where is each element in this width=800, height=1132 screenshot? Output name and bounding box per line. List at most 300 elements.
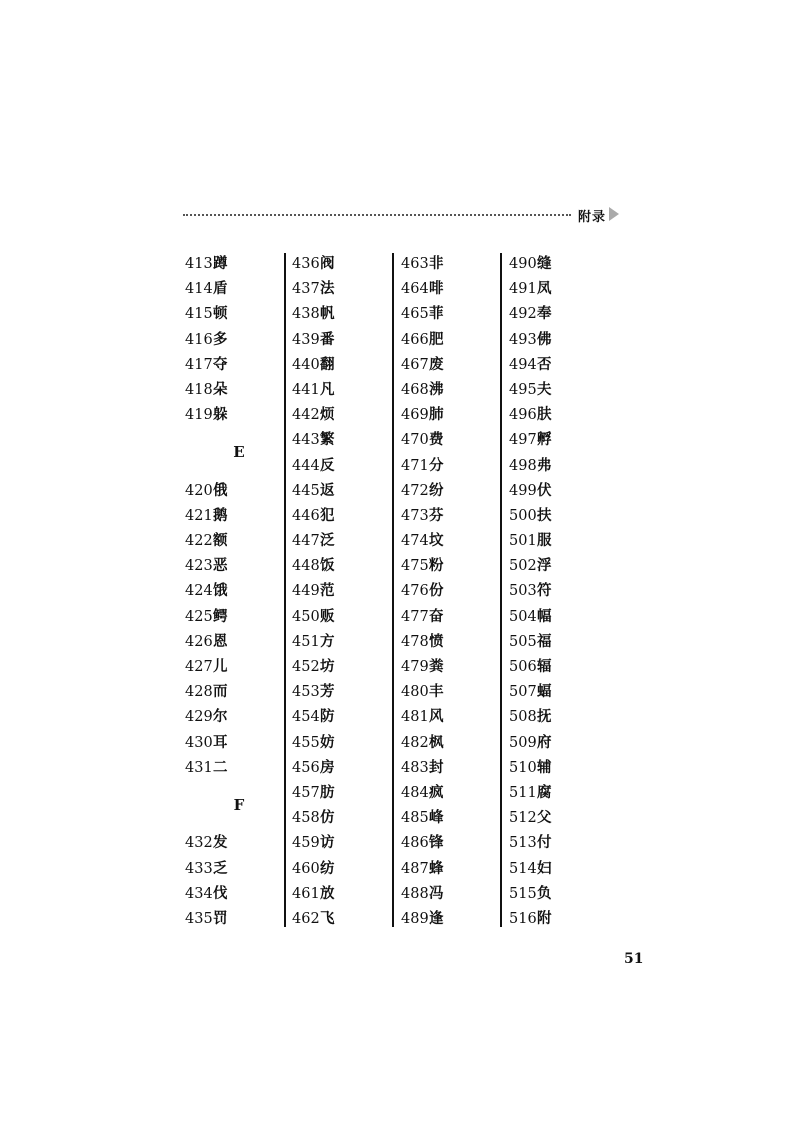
entry-character: 房 bbox=[320, 758, 335, 776]
index-entry bbox=[509, 553, 609, 578]
index-entry bbox=[185, 377, 285, 402]
entry-number: 510 bbox=[509, 759, 537, 776]
index-entry bbox=[401, 427, 501, 452]
entry-number: 442 bbox=[292, 407, 320, 424]
index-entry bbox=[292, 427, 392, 452]
index-entry bbox=[509, 780, 609, 805]
entry-character: 犯 bbox=[320, 506, 335, 524]
index-entry bbox=[401, 402, 501, 427]
entry-character: 凡 bbox=[320, 380, 335, 398]
entry-character: 幅 bbox=[537, 607, 552, 625]
entry-number: 449 bbox=[292, 583, 320, 600]
entry-character: 弗 bbox=[537, 456, 552, 474]
entry-number: 488 bbox=[401, 885, 429, 902]
entry-character: 放 bbox=[320, 884, 335, 902]
entry-character: 蝠 bbox=[537, 683, 552, 701]
entry-number: 416 bbox=[185, 331, 213, 348]
entry-number: 509 bbox=[509, 734, 537, 751]
entry-character: 飞 bbox=[320, 909, 335, 927]
index-entry bbox=[509, 856, 609, 881]
entry-character: 符 bbox=[537, 582, 552, 600]
entry-number: 472 bbox=[401, 482, 429, 499]
entry-number: 448 bbox=[292, 558, 320, 575]
entry-number: 496 bbox=[509, 407, 537, 424]
entry-character: 儿 bbox=[213, 658, 228, 676]
entry-number: 444 bbox=[292, 457, 320, 474]
index-entry bbox=[292, 528, 392, 553]
entry-number: 452 bbox=[292, 659, 320, 675]
entry-number: 435 bbox=[185, 910, 213, 927]
entry-number: 507 bbox=[509, 684, 537, 701]
entry-character: 费 bbox=[429, 431, 444, 449]
index-entry bbox=[185, 352, 285, 377]
index-column-4 bbox=[509, 251, 609, 931]
entry-character: 罚 bbox=[213, 909, 228, 927]
entry-number: 428 bbox=[185, 684, 213, 701]
index-entry bbox=[401, 503, 501, 528]
entry-number: 469 bbox=[401, 407, 429, 424]
entry-number: 503 bbox=[509, 583, 537, 600]
index-column-2 bbox=[292, 251, 392, 931]
index-entry bbox=[401, 377, 501, 402]
index-column-3 bbox=[401, 251, 501, 931]
index-entry bbox=[292, 352, 392, 377]
index-entry bbox=[509, 629, 609, 654]
index-entry bbox=[185, 276, 285, 301]
index-entry bbox=[292, 578, 392, 603]
entry-number: 465 bbox=[401, 306, 429, 323]
entry-number: 499 bbox=[509, 482, 537, 499]
entry-number: 467 bbox=[401, 356, 429, 373]
entry-number: 513 bbox=[509, 835, 537, 852]
entry-character: 恩 bbox=[213, 632, 228, 650]
index-entry bbox=[292, 251, 392, 276]
entry-number: 445 bbox=[292, 482, 320, 499]
index-entry bbox=[292, 856, 392, 881]
index-entry bbox=[401, 276, 501, 301]
entry-number: 415 bbox=[185, 306, 213, 323]
entry-number: 421 bbox=[185, 507, 213, 524]
index-entry bbox=[185, 402, 285, 427]
entry-character: 丰 bbox=[429, 683, 444, 701]
index-entry bbox=[185, 528, 285, 553]
entry-character: 扶 bbox=[537, 506, 552, 524]
entry-character: 方 bbox=[320, 632, 335, 650]
index-entry bbox=[509, 427, 609, 452]
header-label: 附录 bbox=[578, 210, 607, 225]
entry-character: 份 bbox=[429, 582, 444, 600]
entry-character: 封 bbox=[429, 758, 444, 776]
entry-character: 粪 bbox=[429, 658, 444, 675]
index-entry bbox=[401, 830, 501, 855]
entry-character: 凤 bbox=[537, 280, 552, 298]
index-entry bbox=[185, 629, 285, 654]
index-entry bbox=[292, 377, 392, 402]
entry-number: 505 bbox=[509, 633, 537, 650]
entry-character: 鹅 bbox=[213, 506, 228, 524]
entry-character: 蹲 bbox=[213, 255, 228, 272]
entry-character: 奋 bbox=[429, 607, 444, 625]
entry-character: 奉 bbox=[537, 305, 552, 323]
index-entry bbox=[401, 578, 501, 603]
entry-character: 坊 bbox=[320, 658, 335, 675]
entry-number: 425 bbox=[185, 608, 213, 625]
index-entry bbox=[509, 478, 609, 503]
index-entry bbox=[509, 704, 609, 729]
entry-number: 460 bbox=[292, 860, 320, 877]
index-entry bbox=[509, 377, 609, 402]
index-entry bbox=[292, 327, 392, 352]
entry-number: 441 bbox=[292, 381, 320, 398]
index-entry bbox=[509, 730, 609, 755]
entry-number: 493 bbox=[509, 331, 537, 348]
entry-character: 佛 bbox=[537, 330, 552, 348]
entry-number: 498 bbox=[509, 457, 537, 474]
index-entry bbox=[401, 251, 501, 276]
index-entry bbox=[292, 906, 392, 931]
entry-character: 腐 bbox=[537, 783, 552, 801]
index-entry bbox=[185, 301, 285, 326]
entry-character: 肺 bbox=[429, 406, 444, 424]
index-entry bbox=[401, 881, 501, 906]
entry-character: 躲 bbox=[213, 406, 228, 424]
entry-number: 478 bbox=[401, 633, 429, 650]
entry-character: 逢 bbox=[429, 909, 444, 927]
entry-number: 430 bbox=[185, 734, 213, 751]
entry-character: 沸 bbox=[429, 380, 444, 398]
entry-number: 437 bbox=[292, 281, 320, 298]
entry-number: 458 bbox=[292, 810, 320, 827]
entry-number: 424 bbox=[185, 583, 213, 600]
index-entry bbox=[509, 906, 609, 931]
entry-character: 蜂 bbox=[429, 859, 444, 877]
index-entry bbox=[185, 251, 285, 276]
index-entry bbox=[401, 604, 501, 629]
entry-number: 451 bbox=[292, 633, 320, 650]
entry-number: 497 bbox=[509, 432, 537, 449]
entry-character: 辐 bbox=[537, 658, 552, 675]
entry-character: 多 bbox=[213, 330, 228, 348]
index-entry bbox=[509, 881, 609, 906]
index-entry bbox=[401, 805, 501, 830]
entry-character: 额 bbox=[213, 532, 228, 550]
entry-number: 506 bbox=[509, 659, 537, 675]
entry-number: 454 bbox=[292, 709, 320, 726]
entry-number: 473 bbox=[401, 507, 429, 524]
entry-number: 487 bbox=[401, 860, 429, 877]
index-entry bbox=[509, 830, 609, 855]
entry-number: 447 bbox=[292, 533, 320, 550]
entry-number: 440 bbox=[292, 356, 320, 373]
entry-character: 饿 bbox=[213, 582, 228, 600]
index-entry bbox=[292, 301, 392, 326]
entry-character: 夺 bbox=[213, 355, 228, 373]
index-entry bbox=[292, 654, 392, 679]
entry-number: 516 bbox=[509, 910, 537, 927]
entry-character: 翻 bbox=[320, 355, 335, 373]
entry-character: 范 bbox=[320, 582, 335, 600]
index-entry bbox=[509, 276, 609, 301]
index-entry bbox=[401, 780, 501, 805]
entry-character: 妇 bbox=[537, 859, 552, 877]
entry-character: 纺 bbox=[320, 859, 335, 877]
entry-character: 孵 bbox=[537, 431, 552, 449]
index-entry bbox=[292, 830, 392, 855]
entry-number: 515 bbox=[509, 885, 537, 902]
entry-number: 495 bbox=[509, 381, 537, 398]
index-entry bbox=[509, 604, 609, 629]
index-entry bbox=[401, 453, 501, 478]
index-entry bbox=[401, 704, 501, 729]
entry-character: 仿 bbox=[320, 809, 335, 827]
entry-number: 483 bbox=[401, 759, 429, 776]
entry-number: 476 bbox=[401, 583, 429, 600]
index-entry bbox=[185, 503, 285, 528]
entry-character: 盾 bbox=[213, 280, 228, 298]
entry-character: 贩 bbox=[320, 607, 335, 625]
entry-character: 夫 bbox=[537, 380, 552, 398]
entry-character: 非 bbox=[429, 255, 444, 272]
entry-character: 风 bbox=[429, 708, 444, 726]
entry-character: 芳 bbox=[320, 683, 335, 701]
entry-number: 480 bbox=[401, 684, 429, 701]
entry-character: 帆 bbox=[320, 305, 335, 323]
index-entry bbox=[509, 805, 609, 830]
index-entry bbox=[401, 755, 501, 780]
index-entry bbox=[401, 327, 501, 352]
index-entry bbox=[185, 654, 285, 679]
header-arrow-icon bbox=[609, 207, 619, 221]
entry-character: 服 bbox=[537, 532, 552, 550]
entry-character: 繁 bbox=[320, 431, 335, 449]
entry-character: 肥 bbox=[429, 330, 444, 348]
entry-number: 470 bbox=[401, 432, 429, 449]
entry-number: 481 bbox=[401, 709, 429, 726]
section-letter: E bbox=[233, 443, 245, 462]
index-entry bbox=[401, 906, 501, 931]
entry-character: 耳 bbox=[213, 733, 228, 751]
index-entry bbox=[401, 352, 501, 377]
entry-character: 粉 bbox=[429, 557, 444, 575]
entry-number: 423 bbox=[185, 558, 213, 575]
index-entry bbox=[185, 553, 285, 578]
index-entry bbox=[509, 402, 609, 427]
entry-number: 468 bbox=[401, 381, 429, 398]
section-letter: F bbox=[233, 795, 245, 814]
entry-character: 冯 bbox=[429, 884, 444, 902]
column-divider bbox=[500, 253, 502, 927]
entry-character: 妨 bbox=[320, 733, 335, 751]
index-entry bbox=[292, 704, 392, 729]
index-entry bbox=[185, 730, 285, 755]
index-entry bbox=[401, 856, 501, 881]
entry-number: 429 bbox=[185, 709, 213, 726]
entry-number: 490 bbox=[509, 256, 537, 272]
entry-number: 484 bbox=[401, 784, 429, 801]
entry-character: 缝 bbox=[537, 255, 552, 272]
index-column-1 bbox=[185, 251, 285, 931]
entry-character: 辅 bbox=[537, 758, 552, 776]
entry-character: 福 bbox=[537, 632, 552, 650]
entry-character: 肤 bbox=[537, 406, 552, 424]
index-entry bbox=[509, 327, 609, 352]
entry-number: 426 bbox=[185, 633, 213, 650]
entry-character: 废 bbox=[429, 355, 444, 373]
entry-number: 434 bbox=[185, 885, 213, 902]
entry-character: 愤 bbox=[429, 632, 444, 650]
entry-number: 456 bbox=[292, 759, 320, 776]
entry-character: 返 bbox=[320, 481, 335, 499]
index-entry bbox=[509, 503, 609, 528]
index-entry bbox=[292, 881, 392, 906]
index-entry bbox=[401, 301, 501, 326]
index-entry bbox=[292, 453, 392, 478]
entry-character: 菲 bbox=[429, 305, 444, 323]
entry-number: 413 bbox=[185, 256, 213, 272]
index-entry bbox=[185, 679, 285, 704]
page-number: 51 bbox=[624, 951, 644, 967]
entry-number: 511 bbox=[509, 784, 537, 801]
entry-character: 抚 bbox=[537, 708, 552, 726]
entry-number: 446 bbox=[292, 507, 320, 524]
entry-number: 512 bbox=[509, 810, 537, 827]
entry-number: 477 bbox=[401, 608, 429, 625]
index-entry bbox=[292, 780, 392, 805]
entry-character: 恶 bbox=[213, 557, 228, 575]
header-dotted-rule bbox=[183, 214, 571, 216]
entry-number: 432 bbox=[185, 835, 213, 852]
entry-number: 500 bbox=[509, 507, 537, 524]
index-entry bbox=[185, 578, 285, 603]
index-entry bbox=[509, 755, 609, 780]
index-entry bbox=[185, 327, 285, 352]
entry-character: 坟 bbox=[429, 532, 444, 550]
entry-number: 419 bbox=[185, 407, 213, 424]
entry-number: 501 bbox=[509, 533, 537, 550]
entry-character: 反 bbox=[320, 456, 335, 474]
entry-number: 439 bbox=[292, 331, 320, 348]
entry-character: 肪 bbox=[320, 783, 335, 801]
index-entry bbox=[185, 856, 285, 881]
index-entry bbox=[509, 528, 609, 553]
entry-character: 浮 bbox=[537, 557, 552, 575]
entry-character: 访 bbox=[320, 834, 335, 852]
index-entry bbox=[292, 679, 392, 704]
entry-character: 付 bbox=[537, 834, 552, 852]
column-divider bbox=[284, 253, 286, 927]
entry-number: 436 bbox=[292, 256, 320, 272]
entry-number: 494 bbox=[509, 356, 537, 373]
entry-number: 455 bbox=[292, 734, 320, 751]
entry-character: 鳄 bbox=[213, 607, 228, 625]
entry-character: 饭 bbox=[320, 557, 335, 575]
entry-character: 防 bbox=[320, 708, 335, 726]
index-entry bbox=[401, 730, 501, 755]
entry-character: 否 bbox=[537, 355, 552, 373]
entry-number: 459 bbox=[292, 835, 320, 852]
index-entry bbox=[185, 881, 285, 906]
entry-number: 443 bbox=[292, 432, 320, 449]
entry-character: 阀 bbox=[320, 255, 335, 272]
index-entry bbox=[292, 755, 392, 780]
entry-character: 府 bbox=[537, 733, 552, 751]
entry-number: 431 bbox=[185, 759, 213, 776]
index-entry bbox=[509, 301, 609, 326]
entry-character: 峰 bbox=[429, 809, 444, 827]
entry-character: 附 bbox=[537, 909, 552, 927]
entry-character: 分 bbox=[429, 456, 444, 474]
index-entry bbox=[185, 604, 285, 629]
index-entry bbox=[292, 276, 392, 301]
index-entry bbox=[509, 352, 609, 377]
entry-number: 502 bbox=[509, 558, 537, 575]
entry-character: 朵 bbox=[213, 380, 228, 398]
entry-number: 486 bbox=[401, 835, 429, 852]
index-entry bbox=[185, 830, 285, 855]
index-entry bbox=[185, 755, 285, 780]
entry-number: 422 bbox=[185, 533, 213, 550]
entry-number: 417 bbox=[185, 356, 213, 373]
index-entry bbox=[401, 553, 501, 578]
entry-character: 锋 bbox=[429, 834, 444, 852]
entry-character: 而 bbox=[213, 683, 228, 701]
entry-character: 负 bbox=[537, 884, 552, 902]
entry-character: 顿 bbox=[213, 305, 228, 323]
entry-number: 450 bbox=[292, 608, 320, 625]
entry-character: 枫 bbox=[429, 733, 444, 751]
column-divider bbox=[392, 253, 394, 927]
index-entry bbox=[401, 528, 501, 553]
entry-character: 番 bbox=[320, 330, 335, 348]
entry-character: 俄 bbox=[213, 481, 228, 499]
index-entry bbox=[292, 553, 392, 578]
entry-number: 427 bbox=[185, 659, 213, 676]
index-entry bbox=[292, 730, 392, 755]
index-entry bbox=[185, 704, 285, 729]
entry-number: 508 bbox=[509, 709, 537, 726]
entry-number: 420 bbox=[185, 482, 213, 499]
index-entry bbox=[509, 654, 609, 679]
entry-character: 乏 bbox=[213, 859, 228, 877]
index-entry bbox=[509, 679, 609, 704]
entry-character: 父 bbox=[537, 809, 552, 827]
entry-character: 尔 bbox=[213, 708, 228, 726]
entry-number: 504 bbox=[509, 608, 537, 625]
entry-character: 啡 bbox=[429, 280, 444, 298]
index-entry bbox=[292, 402, 392, 427]
index-entry bbox=[509, 251, 609, 276]
entry-character: 法 bbox=[320, 280, 335, 298]
entry-number: 457 bbox=[292, 784, 320, 801]
entry-number: 474 bbox=[401, 533, 429, 550]
entry-number: 479 bbox=[401, 659, 429, 675]
entry-character: 二 bbox=[213, 758, 228, 776]
entry-character: 发 bbox=[213, 834, 228, 852]
entry-character: 疯 bbox=[429, 783, 444, 801]
index-entry bbox=[401, 654, 501, 679]
entry-number: 453 bbox=[292, 684, 320, 701]
index-entry bbox=[292, 604, 392, 629]
entry-number: 418 bbox=[185, 381, 213, 398]
entry-character: 泛 bbox=[320, 532, 335, 550]
entry-number: 463 bbox=[401, 256, 429, 272]
entry-number: 462 bbox=[292, 910, 320, 927]
entry-number: 514 bbox=[509, 860, 537, 877]
index-entry bbox=[401, 478, 501, 503]
index-entry bbox=[509, 453, 609, 478]
entry-number: 485 bbox=[401, 810, 429, 827]
entry-number: 491 bbox=[509, 281, 537, 298]
